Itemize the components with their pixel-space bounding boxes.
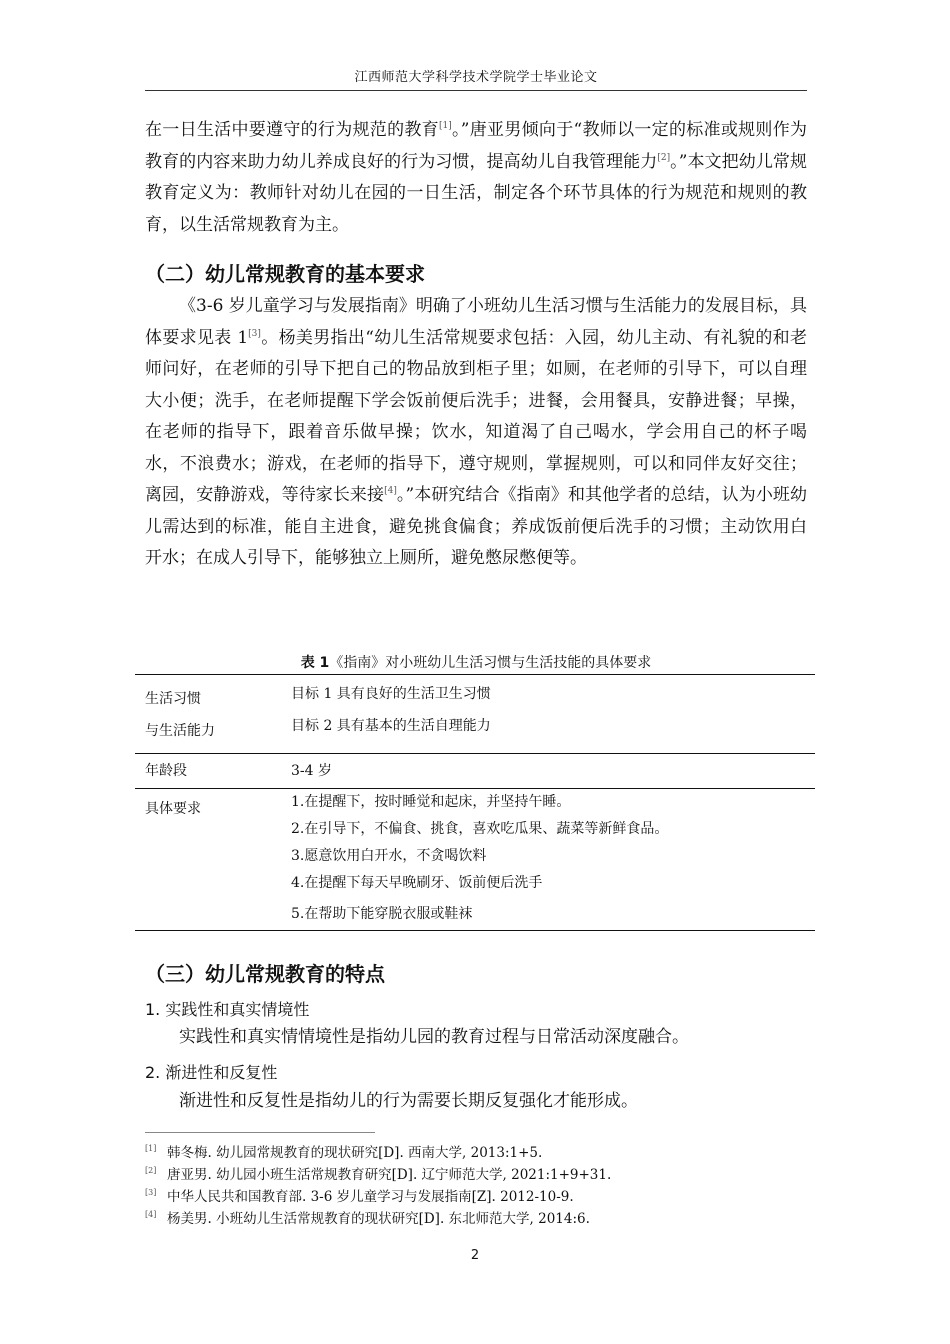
- subheading-1: 1. 实践性和真实情境性: [145, 1000, 310, 1019]
- row1-label-line2: 与生活能力: [145, 723, 215, 739]
- requirements-table: [135, 674, 815, 931]
- footnote-text: 韩冬梅. 幼儿园常规教育的现状研究[D]. 西南大学, 2013:1+5.: [167, 1145, 543, 1161]
- requirement-item: 4.在提醒下每天早晚刷牙、饭前便后洗手: [291, 875, 543, 891]
- requirement-item: 2.在引导下，不偏食、挑食，喜欢吃瓜果、蔬菜等新鲜食品。: [291, 821, 669, 837]
- running-header: 江西师范大学科学技术学院学士毕业论文: [354, 70, 598, 85]
- table-caption: [145, 652, 807, 672]
- intro-text-1: 在一日生活中要遵守的行为规范的教育: [145, 120, 439, 140]
- table-cell-value: [281, 675, 815, 754]
- citation-3: [3]: [248, 328, 261, 339]
- table-caption-text: 《指南》对小班幼儿生活习惯与生活技能的具体要求: [329, 655, 652, 671]
- citation-1: [1]: [438, 121, 452, 131]
- citation-4: [4]: [384, 486, 397, 496]
- intro-text-3: 。”本文把幼儿常规教育定义为：教师针对幼儿在园的一日生活，制定各个环节具体的行为规范和规则的教育，以生活常规教育为主。: [145, 151, 807, 235]
- goal-1: 目标 1 具有良好的生活卫生习惯: [291, 686, 491, 702]
- footnote-text: 中华人民共和国教育部. 3-6 岁儿童学习与发展指南[Z]. 2012-10-9.: [167, 1189, 574, 1205]
- row1-label-line1: 生活习惯: [145, 691, 201, 707]
- footnote-text: 唐亚男. 幼儿园小班生活常规教育研究[D]. 辽宁师范大学, 2021:1+9+31.: [167, 1167, 612, 1183]
- requirement-item: 1.在提醒下，按时睡觉和起床，并坚持午睡。: [291, 794, 571, 810]
- citation-2: [2]: [657, 152, 671, 163]
- section-heading-3: （三）幼儿常规教育的特点: [145, 962, 385, 986]
- footnote-mark: [1]: [145, 1144, 157, 1153]
- section2-text-1: 《3-6 岁儿童学习与发展指南》明确了小班幼儿生活习惯与生活能力的发展目标，具体要求见表 1: [145, 296, 807, 348]
- footnote: [145, 1207, 807, 1227]
- subsection-2-text: 渐进性和反复性是指幼儿的行为需要长期反复强化才能形成。: [179, 1091, 638, 1111]
- table-row: [135, 789, 815, 931]
- footnote-mark: [2]: [145, 1166, 157, 1175]
- requirement-item: 3.愿意饮用白开水，不贪喝饮料: [291, 848, 487, 864]
- table-row: [135, 675, 815, 754]
- section2-paragraph: [145, 291, 807, 575]
- section2-text-3: 。”本研究结合《指南》和其他学者的总结，认为小班幼儿需达到的标准，能自主进食，避免挑食偏食；养成饭前便后洗手的习惯；主动饮用白开水；在成人引导下，能够独立上厕所，避免憋尿憋便等。: [145, 485, 807, 568]
- footnote-text: 杨美男. 小班幼儿生活常规教育的现状研究[D]. 东北师范大学, 2014:6.: [167, 1211, 590, 1227]
- requirement-item: 5.在帮助下能穿脱衣服或鞋袜: [291, 906, 473, 922]
- header-rule: [145, 90, 807, 91]
- section2-text-2: 。杨美男指出“幼儿生活常规要求包括：入园，幼儿主动、有礼貌的和老师问好，在老师的引导下把自己的物品放到柜子里；如厕，在老师的引导下，可以自理大小便；洗手，在老师提醒下学会饭前便后洗手；进餐，会用餐具，安静进餐；早操，在老师的指导下，跟着音乐做早操；饮水，知道渴了自己喝水，学会用自己的杯子喝水，不浪费水；游戏，在老师的指导下，遵守规则，掌握规则，可以和同伴友好交往；离园，安静游戏，等待家长来接: [145, 327, 807, 505]
- footnote-mark: [4]: [145, 1210, 157, 1219]
- subsection-1-text: 实践性和真实情情境性是指幼儿园的教育过程与日常活动深度融合。: [179, 1027, 689, 1047]
- intro-paragraph: [145, 115, 807, 241]
- table-caption-label: 表 1: [300, 655, 330, 671]
- intro-text-2: 。”唐亚男倾向于“教师以一定的标准或规则作为教育的内容来助力幼儿养成良好的行为习惯，提高幼儿自我管理能力: [145, 120, 807, 172]
- age-value: 3-4 岁: [281, 754, 815, 789]
- age-label: 年龄段: [135, 754, 281, 789]
- subheading-2: 2. 渐进性和反复性: [145, 1063, 278, 1082]
- section-heading-2: （二）幼儿常规教育的基本要求: [145, 262, 425, 286]
- footnote: [145, 1163, 807, 1183]
- footnote-rule: [145, 1132, 375, 1133]
- footnote: [145, 1141, 807, 1161]
- table-row: [135, 754, 815, 789]
- page-number: 2: [470, 1248, 480, 1263]
- goal-2: 目标 2 具有基本的生活自理能力: [291, 718, 491, 734]
- requirements-label: 具体要求: [135, 789, 281, 931]
- footnote: [145, 1185, 807, 1205]
- requirements-list: [281, 789, 815, 931]
- table-cell-label: [135, 675, 281, 754]
- footnote-mark: [3]: [145, 1188, 157, 1197]
